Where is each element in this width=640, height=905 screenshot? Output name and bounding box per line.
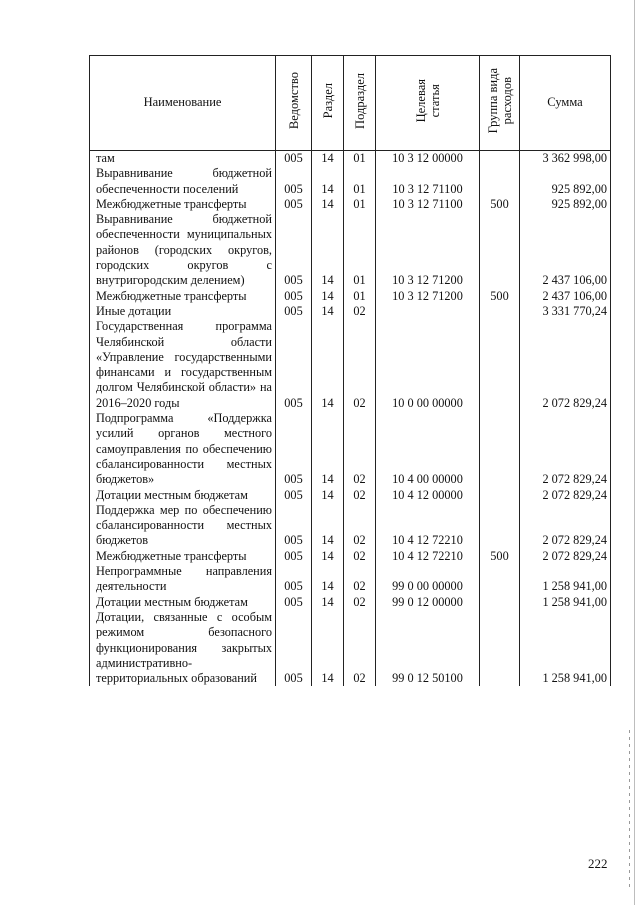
cell-gruppa-vida-rashodov — [480, 411, 520, 487]
cell-vedomstvo: 005 — [276, 151, 312, 167]
cell-vedomstvo: 005 — [276, 304, 312, 319]
table-row — [90, 166, 611, 197]
cell-podrazdel: 01 — [344, 197, 376, 212]
cell-celevaya-statya — [376, 304, 480, 319]
cell-razdel: 14 — [312, 212, 344, 288]
cell-podrazdel: 01 — [344, 289, 376, 304]
table-row — [90, 212, 611, 288]
cell-razdel: 14 — [312, 151, 344, 167]
cell-podrazdel: 02 — [344, 610, 376, 686]
table-row — [90, 595, 611, 610]
cell-razdel: 14 — [312, 610, 344, 686]
cell-podrazdel: 01 — [344, 166, 376, 197]
cell-celevaya-statya: 10 3 12 00000 — [376, 151, 480, 167]
table-row — [90, 319, 611, 411]
cell-razdel: 14 — [312, 289, 344, 304]
cell-vedomstvo: 005 — [276, 166, 312, 197]
cell-summa: 3 331 770,24 — [520, 304, 611, 319]
cell-name: Межбюджетные трансферты — [90, 197, 276, 212]
cell-name: Подпрограмма «Поддержка усилий органов местного самоуправления по обеспечению сбалансированности местных бюджетов» — [90, 411, 276, 487]
table-row — [90, 289, 611, 304]
cell-summa: 2 072 829,24 — [520, 319, 611, 411]
cell-razdel: 14 — [312, 549, 344, 564]
cell-gruppa-vida-rashodov: 500 — [480, 197, 520, 212]
header-vedomstvo: Ведомство — [276, 56, 312, 151]
cell-celevaya-statya: 10 4 12 72210 — [376, 549, 480, 564]
cell-name: Выравнивание бюджетной обеспеченности поселений — [90, 166, 276, 197]
cell-podrazdel: 02 — [344, 564, 376, 595]
cell-name: Иные дотации — [90, 304, 276, 319]
cell-razdel: 14 — [312, 595, 344, 610]
table-row — [90, 151, 611, 167]
cell-vedomstvo: 005 — [276, 488, 312, 503]
cell-name: Дотации, связанные с особым режимом безопасного функционирования закрытых административно-территориальных образований — [90, 610, 276, 686]
cell-podrazdel: 02 — [344, 411, 376, 487]
table-row — [90, 304, 611, 319]
cell-vedomstvo: 005 — [276, 212, 312, 288]
cell-razdel: 14 — [312, 503, 344, 549]
cell-celevaya-statya: 99 0 12 50100 — [376, 610, 480, 686]
cell-name: Непрограммные направления деятельности — [90, 564, 276, 595]
budget-table — [89, 55, 611, 686]
table-row — [90, 564, 611, 595]
header-summa: Сумма — [520, 56, 611, 151]
page-edge-dashed — [629, 730, 630, 890]
cell-summa: 2 437 106,00 — [520, 289, 611, 304]
cell-name: Поддержка мер по обеспечению сбалансированности местных бюджетов — [90, 503, 276, 549]
cell-gruppa-vida-rashodov — [480, 166, 520, 197]
cell-celevaya-statya: 10 3 12 71200 — [376, 212, 480, 288]
cell-summa: 925 892,00 — [520, 197, 611, 212]
table-header-row — [90, 56, 611, 151]
cell-gruppa-vida-rashodov — [480, 151, 520, 167]
header-razdel: Раздел — [312, 56, 344, 151]
cell-vedomstvo: 005 — [276, 289, 312, 304]
cell-razdel: 14 — [312, 304, 344, 319]
cell-gruppa-vida-rashodov — [480, 564, 520, 595]
cell-vedomstvo: 005 — [276, 197, 312, 212]
cell-podrazdel: 02 — [344, 488, 376, 503]
cell-podrazdel: 01 — [344, 151, 376, 167]
cell-summa: 2 072 829,24 — [520, 411, 611, 487]
cell-name: Дотации местным бюджетам — [90, 595, 276, 610]
header-gruppa-vida-rashodov: Группа вида расходов — [480, 56, 520, 151]
cell-name: Межбюджетные трансферты — [90, 549, 276, 564]
cell-celevaya-statya: 10 3 12 71100 — [376, 166, 480, 197]
cell-podrazdel: 02 — [344, 319, 376, 411]
cell-celevaya-statya: 10 4 00 00000 — [376, 411, 480, 487]
cell-name: Дотации местным бюджетам — [90, 488, 276, 503]
cell-razdel: 14 — [312, 564, 344, 595]
header-celevaya-statya: Целевая статья — [376, 56, 480, 151]
cell-vedomstvo: 005 — [276, 564, 312, 595]
cell-summa: 1 258 941,00 — [520, 564, 611, 595]
cell-gruppa-vida-rashodov — [480, 304, 520, 319]
cell-vedomstvo: 005 — [276, 595, 312, 610]
page-edge — [634, 0, 635, 905]
cell-gruppa-vida-rashodov — [480, 610, 520, 686]
cell-summa: 1 258 941,00 — [520, 595, 611, 610]
cell-summa: 925 892,00 — [520, 166, 611, 197]
table-row — [90, 411, 611, 487]
cell-celevaya-statya: 10 4 12 00000 — [376, 488, 480, 503]
cell-razdel: 14 — [312, 166, 344, 197]
cell-name: Межбюджетные трансферты — [90, 289, 276, 304]
page-number: 222 — [588, 856, 608, 871]
cell-vedomstvo: 005 — [276, 549, 312, 564]
cell-vedomstvo: 005 — [276, 319, 312, 411]
cell-celevaya-statya: 10 3 12 71200 — [376, 289, 480, 304]
cell-razdel: 14 — [312, 411, 344, 487]
cell-gruppa-vida-rashodov — [480, 503, 520, 549]
cell-name: Государственная программа Челябинской области «Управление государственными финансами и государственным долгом Челябинской области» на 2016–2020 годы — [90, 319, 276, 411]
cell-celevaya-statya: 99 0 00 00000 — [376, 564, 480, 595]
cell-gruppa-vida-rashodov — [480, 488, 520, 503]
cell-razdel: 14 — [312, 488, 344, 503]
cell-name: Выравнивание бюджетной обеспеченности муниципальных районов (городских округов, городских округов с внутригородским делением) — [90, 212, 276, 288]
table-row — [90, 503, 611, 549]
cell-summa: 3 362 998,00 — [520, 151, 611, 167]
cell-name: там — [90, 151, 276, 167]
cell-celevaya-statya: 99 0 12 00000 — [376, 595, 480, 610]
cell-celevaya-statya: 10 0 00 00000 — [376, 319, 480, 411]
cell-podrazdel: 02 — [344, 304, 376, 319]
cell-razdel: 14 — [312, 319, 344, 411]
table-row — [90, 549, 611, 564]
cell-razdel: 14 — [312, 197, 344, 212]
cell-summa: 2 072 829,24 — [520, 503, 611, 549]
cell-gruppa-vida-rashodov: 500 — [480, 289, 520, 304]
cell-celevaya-statya: 10 3 12 71100 — [376, 197, 480, 212]
cell-summa: 2 072 829,24 — [520, 488, 611, 503]
cell-gruppa-vida-rashodov: 500 — [480, 549, 520, 564]
cell-gruppa-vida-rashodov — [480, 595, 520, 610]
table-row — [90, 197, 611, 212]
cell-vedomstvo: 005 — [276, 503, 312, 549]
header-podrazdel: Подраздел — [344, 56, 376, 151]
cell-podrazdel: 02 — [344, 595, 376, 610]
cell-podrazdel: 02 — [344, 549, 376, 564]
cell-vedomstvo: 005 — [276, 610, 312, 686]
cell-gruppa-vida-rashodov — [480, 212, 520, 288]
cell-podrazdel: 02 — [344, 503, 376, 549]
table-row — [90, 610, 611, 686]
cell-gruppa-vida-rashodov — [480, 319, 520, 411]
table-row — [90, 488, 611, 503]
cell-summa: 2 437 106,00 — [520, 212, 611, 288]
cell-summa: 2 072 829,24 — [520, 549, 611, 564]
cell-vedomstvo: 005 — [276, 411, 312, 487]
cell-podrazdel: 01 — [344, 212, 376, 288]
header-name: Наименование — [90, 56, 276, 151]
cell-celevaya-statya: 10 4 12 72210 — [376, 503, 480, 549]
cell-summa: 1 258 941,00 — [520, 610, 611, 686]
